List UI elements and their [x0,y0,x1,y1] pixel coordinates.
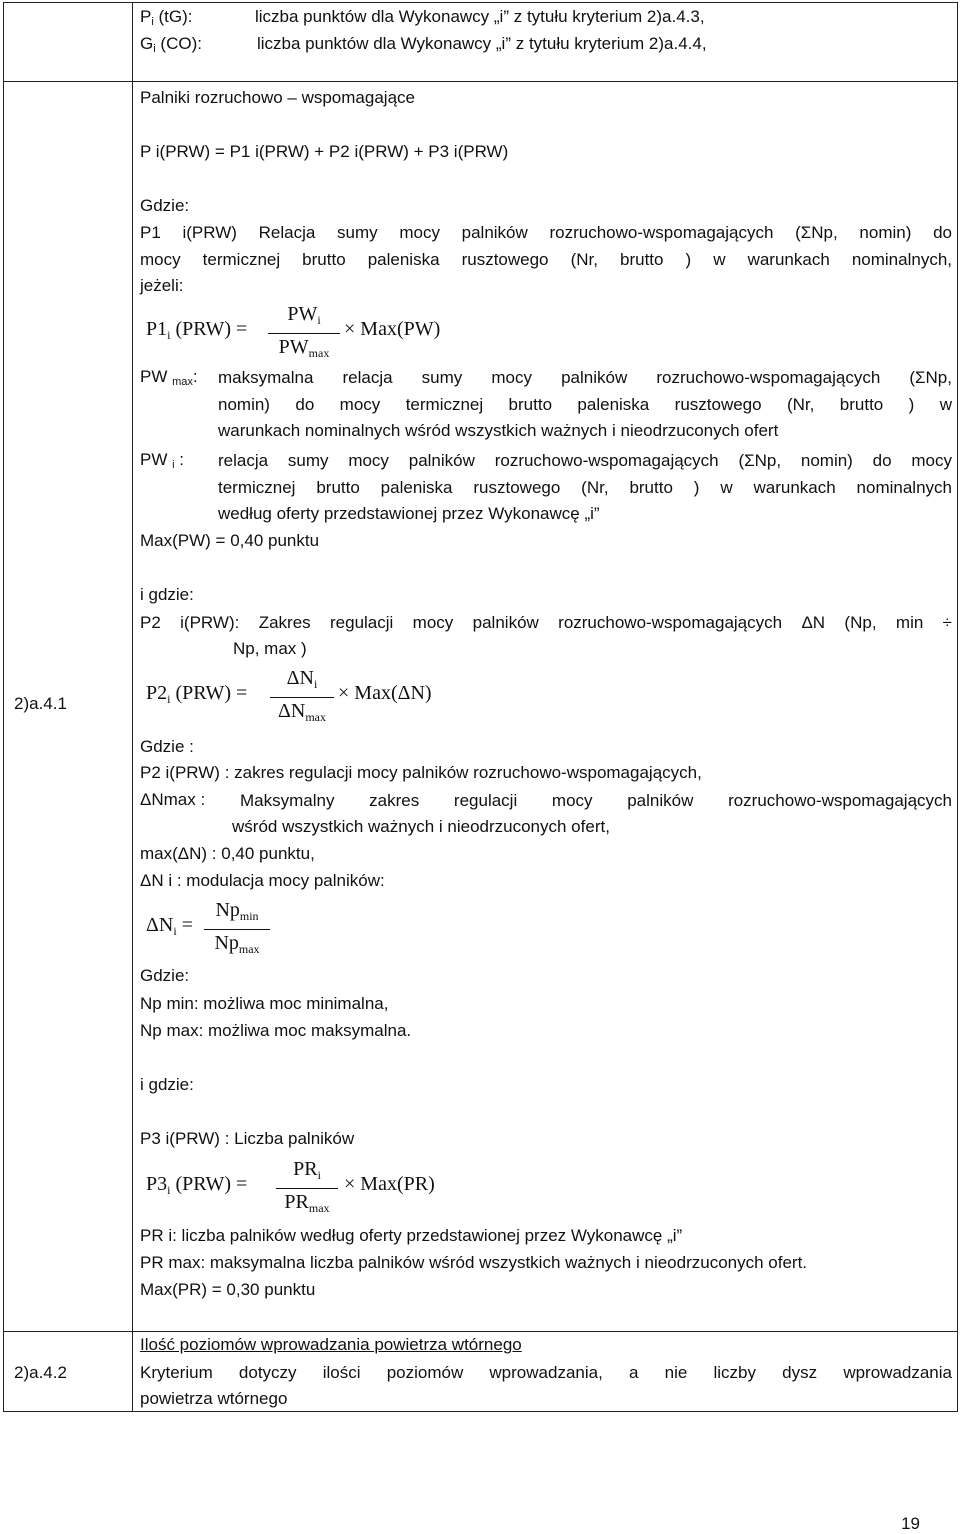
pwi-line1: relacja sumy mocy palników rozruchowo-wspomagających (ΣNp, nomin) do mocy [218,451,952,470]
table-top-border [3,2,958,3]
p2-zakres: P2 i(PRW) : zakres regulacji mocy palników rozruchowo-wspomagających, [140,763,702,782]
max-pw-value: Max(PW) = 0,40 punktu [140,531,320,550]
table-column-divider [132,2,133,1412]
gdzie-label-3: Gdzie: [140,966,190,985]
max-pr-value: Max(PR) = 0,30 punktu [140,1280,316,1299]
row-242-heading: Ilość poziomów wprowadzania powietrza wtórnego [140,1335,522,1354]
p2-definition-line1: P2 i(PRW): Zakres regulacji mocy palników rozruchowo-wspomagających ΔN (Np, min ÷ [140,613,952,632]
p2-formula-fraction: $\Delta N_i$ $\Delta N_{max}$ [270,666,334,729]
row-divider-2 [3,1331,958,1332]
p2-formula-lhs: $P2_i$ (PRW) = [146,682,248,706]
p2-definition-line2: Np, max ) [233,639,307,658]
pwi-label: PW $_i$ : [140,450,185,471]
pi-tg-text: liczba punktów dla Wykonawcy „i” z tytułu kryterium 2)a.4.3, [255,7,705,26]
row-label-2a41: 2)a.4.1 [14,694,67,713]
pwi-line3: według oferty przedstawionej przez Wykonawcę „i” [218,504,600,523]
pwmax-label: PW $_{max}$: [140,367,198,388]
p1-formula-rhs: × Max(PW) [344,318,441,340]
dni-line: ΔN i : modulacja mocy palników: [140,871,385,890]
row-242-text-line1: Kryterium dotyczy ilości poziomów wprowadzania, a nie liczby dysz wprowadzania [140,1363,952,1382]
gdzie-label: Gdzie: [140,196,190,215]
p3-definition: P3 i(PRW) : Liczba palników [140,1129,355,1148]
dnmax-line2: wśród wszystkich ważnych i nieodrzuconych ofert, [232,817,610,836]
p2-formula-rhs: × Max(ΔN) [338,682,432,704]
formula-main: P i(PRW) = P1 i(PRW) + P2 i(PRW) + P3 i(PRW) [140,142,509,161]
gi-co-label: $G_i$ (CO): [140,34,202,55]
prmax-line: PR max: maksymalna liczba palników wśród wszystkich ważnych i nieodrzuconych ofert. [140,1253,808,1272]
row-divider-1 [3,81,958,82]
max-dn-value: max(ΔN) : 0,40 punktu, [140,844,315,863]
gdzie-label-2: Gdzie : [140,737,194,756]
npmax-line: Np max: możliwa moc maksymalna. [140,1021,412,1040]
p3-formula-lhs: $P3_i$ (PRW) = [146,1173,248,1197]
npmin-line: Np min: możliwa moc minimalna, [140,994,389,1013]
p1-definition-line1: P1 i(PRW) Relacja sumy mocy palników rozruchowo-wspomagających (ΣNp, nomin) do [140,223,952,242]
p1-definition-line2: mocy termicznej brutto paleniska rusztowego (Nr, brutto ) w warunkach nominalnych, [140,250,952,269]
gi-co-text: liczba punktów dla Wykonawcy „i” z tytułu kryterium 2)a.4.4, [257,34,707,53]
pwmax-line3: warunkach nominalnych wśród wszystkich ważnych i nieodrzuconych ofert [218,421,779,440]
dni-formula-fraction: $Np_{min}$ $Np_{max}$ [204,898,270,961]
pwmax-line2: nomin) do mocy termicznej brutto paleniska rusztowego (Nr, brutto ) w [218,395,952,414]
pri-line: PR i: liczba palników według oferty przedstawionej przez Wykonawcę „i” [140,1226,683,1245]
p1-definition-line3: jeżeli: [140,276,184,295]
row-242-text-line2: powietrza wtórnego [140,1389,288,1408]
p1-formula-fraction: $PW_i$ $PW_{max}$ [268,302,340,365]
table-right-border [957,2,958,1412]
pwmax-line1: maksymalna relacja sumy mocy palników rozruchowo-wspomagających (ΣNp, [218,368,952,387]
section-heading: Palniki rozruchowo – wspomagające [140,88,415,107]
table-left-border [3,2,4,1412]
p1-formula-lhs: $P1_i$ (PRW) = [146,318,248,342]
pwi-line2: termicznej brutto paleniska rusztowego (Nr, brutto ) w warunkach nominalnych [218,478,952,497]
table-bottom-border [3,1411,958,1412]
i-gdzie-2: i gdzie: [140,1075,194,1094]
dni-formula-lhs: $\Delta N_i$ = [146,914,193,938]
dnmax-label: ΔNmax : [140,790,206,809]
i-gdzie-1: i gdzie: [140,585,194,604]
row-label-2a42: 2)a.4.2 [14,1363,67,1382]
dnmax-line1: Maksymalny zakres regulacji mocy palników rozruchowo-wspomagających [240,791,952,810]
pi-tg-label: $P_i$ (tG): [140,7,193,28]
page-number: 19 [901,1514,920,1533]
p3-formula-rhs: × Max(PR) [344,1173,435,1195]
p3-formula-fraction: $PR_i$ $PR_{max}$ [276,1157,338,1220]
